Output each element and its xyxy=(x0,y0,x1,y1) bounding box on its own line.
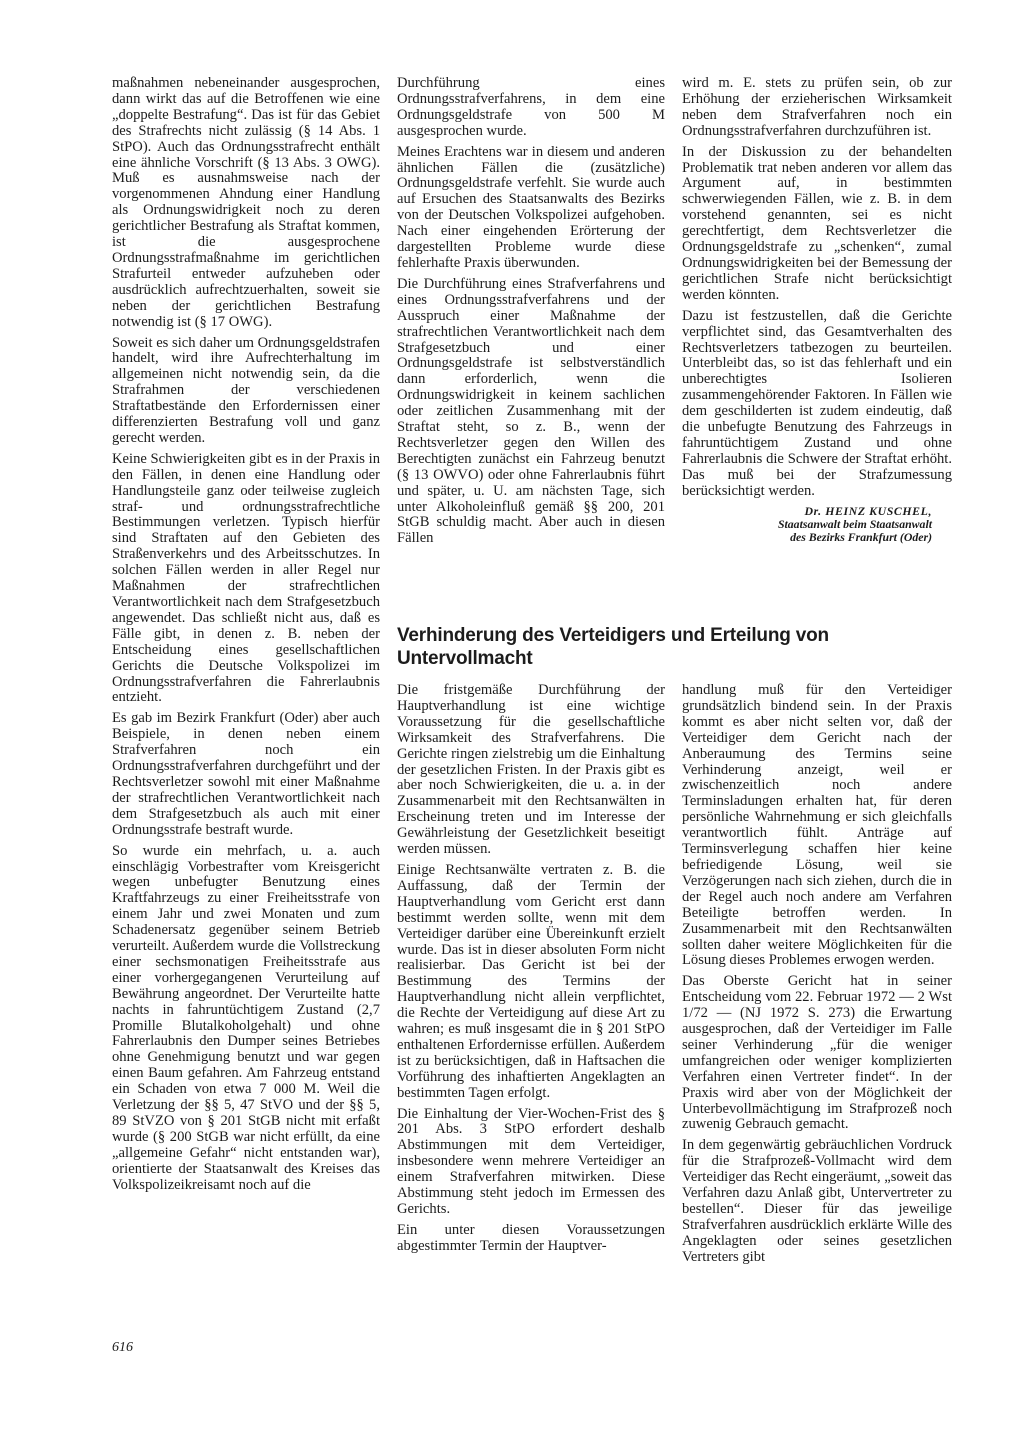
paragraph: maßnahmen nebeneinander ausgesprochen, dann wirkt das auf die Betroffenen wie eine „doppelte Bestrafung“. Das ist für das Gebiet des Strafrechts nicht zulässig (§ 14 Abs. 1 StPO). Auch das Ordnungsstrafrecht enthält eine ähnliche Vorschrift (§ 13 Abs. 3 OWG). Muß es ausnahmsweise nach der vorgenommenen Ahndung einer Handlung als Ordnungswidrigkeit noch zu deren gerichtlicher Bestrafung als Straftat kommen, ist die ausgesprochene Ordnungsstrafmaßnahme im gerichtlichen Strafurteil entweder aufzuheben oder ausdrücklich aufrechtzuerhalten, soweit sie neben der gerichtlichen Bestrafung notwendig ist (§ 17 OWG). xyxy=(112,75,380,330)
author-position: Staatsanwalt beim Staatsanwalt xyxy=(777,516,932,531)
article1-column-left xyxy=(112,76,380,1199)
paragraph: Keine Schwierigkeiten gibt es in der Praxis in den Fällen, in denen eine Handlung oder Handlungsteile ganz oder teilweise zugleich straf- und ordnungsstrafrechtliche Bestimmungen verletzen. Typisch hierfür sind Straftaten auf den Gebieten des Straßenverkehrs und des Arbeitsschutzes. In solchen Fällen werden in aller Regel nur Maßnahmen der strafrechtlichen Verantwortlichkeit nach dem Strafgesetzbuch angewendet. Das schließt nicht aus, daß es Fälle gibt, in denen z. B. neben der Entscheidung eines gesellschaftlichen Gerichts die Deutsche Volkspolizei im Ordnungsstrafverfahren die Fahrerlaubnis entzieht. xyxy=(112,450,380,706)
paragraph: In der Diskussion zu der behandelten Problematik trat neben anderen vor allem das Argument auf, in bestimmten schwerwiegenden Fällen, wie z. B. in dem vorstehend genannten, sei es nicht gerechtfertigt, dem Rechtsverletzer die Ordnungsgeldstrafe zu „schenken“, zumal Ordnungswidrigkeiten bei der Bemessung der gerichtlichen Strafe nicht berücksichtigt werden könnten. xyxy=(682,143,952,303)
paragraph: Durchführung eines Ordnungsstrafverfahrens, in dem eine Ordnungsgeldstrafe von 500 M ausgesprochen wurde. xyxy=(397,75,665,139)
paragraph: Einige Rechtsanwälte vertraten z. B. die Auffassung, daß der Termin der Hauptverhandlung vom Gericht erst dann bestimmt werden sollte, wenn mit dem Verteidiger darüber eine Übereinkunft erzielt wurde. Das ist in dieser absoluten Form nicht realisierbar. Das Gericht ist bei der Bestimmung des Termins der Hauptverhandlung nicht allein verpflichtet, die Rechte der Verteidigung auf diese Art zu wahren; es muß insgesamt die in § 201 StPO enthaltenen Erfordernisse erfüllen. Außerdem ist zu berücksichtigen, daß in Haftsachen die Vorführung des inhaftierten Angeklagten an bestimmten Tagen erfolgt. xyxy=(397,861,665,1101)
paragraph: Die fristgemäße Durchführung der Hauptverhandlung ist eine wichtige Voraussetzung für die gesellschaftliche Wirksamkeit des Strafverfahrens. Die Gerichte ringen zielstrebig um die Einhaltung der gesetzlichen Fristen. In der Praxis gibt es aber noch Schwierigkeiten, die u. a. in der Zusammenarbeit mit den Rechtsanwälten in Erscheinung treten und im Interesse der Gewährleistung der Gesetzlichkeit beseitigt werden müssen. xyxy=(397,682,665,858)
paragraph: In dem gegenwärtig gebräuchlichen Vordruck für die Strafprozeß-Vollmacht wird dem Verteidiger das Recht eingeräumt, „soweit das Verfahren dazu Anlaß gibt, Untervertreter zu bestellen“. Dieser für das jeweilige Strafverfahren ausdrücklich erklärte Wille des Angeklagten oder seines gesetzlichen Vertreters gibt xyxy=(682,1137,952,1265)
page-number: 616 xyxy=(112,1340,133,1355)
paragraph: Die Einhaltung der Vier-Wochen-Frist des § 201 Abs. 3 StPO erfordert deshalb Abstimmungen mit dem Verteidiger, insbesondere wenn mehrere Verteidiger an einem Strafverfahren mitwirken. Diese Abstimmung steht jedoch im Ermessen des Gerichts. xyxy=(397,1105,665,1217)
paragraph: Dazu ist festzustellen, daß die Gerichte verpflichtet sind, das Gesamtverhalten des Rechtsverletzers tatbezogen zu beurteilen. Unterbleibt das, so ist das fehlerhaft und ein unberechtigtes Isolieren zusammengehörender Faktoren. In Fällen wie dem geschilderten ist zudem eindeutig, daß die unbefugte Benutzung des Fahrzeugs in fahruntüchtigem Zustand und ohne Fahrerlaubnis die Schwere der Straftat erhöht. Das muß bei der Strafzumessung berücksichtigt werden. xyxy=(682,307,952,499)
paragraph: Die Durchführung eines Strafverfahrens und eines Ordnungsstrafverfahrens und der Ausspruch einer Maßnahme der strafrechtlichen Verantwortlichkeit nach dem Strafgesetzbuch und einer Ordnungsgeldstrafe ist selbstverständlich dann erforderlich, wenn die Ordnungswidrigkeit in keinem sachlichen oder zeitlichen Zusammenhang mit der Straftat steht, so z. B., wenn der Rechtsverletzer gegen den Willen des Berechtigten zunächst ein Fahrzeug benutzt (§ 13 OWVO) oder ohne Fahrerlaubnis führt und später, u. U. am nächsten Tage, sich unter Alkoholeinfluß gemäß §§ 200, 201 StGB schuldig macht. Aber auch in diesen Fällen xyxy=(397,275,665,547)
paragraph: So wurde ein mehrfach, u. a. auch einschlägig Vorbestrafter vom Kreisgericht wegen unbefugter Benutzung eines Kraftfahrzeugs zu einer Freiheitsstrafe von einem Jahr und zwei Monaten und zum Schadenersatz gegenüber seinem Betrieb verurteilt. Außerdem wurde die Vollstreckung einer sechsmonatigen Freiheitsstrafe aus einer vorhergegangenen Verurteilung auf Bewährung angeordnet. Der Verurteilte hatte nachts in fahruntüchtigem Zustand (2,7 Promille Blutalkoholgehalt) und ohne Fahrerlaubnis den Dumper seines Betriebes ohne Genehmigung benutzt und war gegen einen Baum gefahren. Am Fahrzeug entstand ein Schaden von etwa 7 000 M. Weil die Verletzung der §§ 5, 47 StVO und der §§ 5, 89 StVZO von § 201 StGB nicht mit erfaßt wurde (§ 200 StGB war nicht erfüllt, da eine „allgemeine Gefahr“ nicht entstanden war), orientierte der Staatsanwalt des Kreises das Volkspolizeikreisamt noch auf die xyxy=(112,842,380,1193)
author-org: des Bezirks Frankfurt (Oder) xyxy=(790,529,932,544)
paragraph: Ein unter diesen Voraussetzungen abgestimmter Termin der Hauptver- xyxy=(397,1221,665,1254)
author-signature xyxy=(682,505,952,544)
paragraph: Das Oberste Gericht hat in seiner Entscheidung vom 22. Februar 1972 — 2 Wst 1/72 — (NJ 1972 S. 273) die Erwartung ausgesprochen, daß der Verteidiger im Falle seiner Verhinderung „für die weniger umfangreichen oder weniger komplizierten Verfahren einen Vertreter findet“. In der Praxis wird aber von der Möglichkeit der Unterbevollmächtigung im Strafprozeß noch zuwenig Gebrauch gemacht. xyxy=(682,973,952,1133)
author-name: Dr. HEINZ KUSCHEL, xyxy=(804,503,932,518)
article2-column-right xyxy=(682,683,952,1271)
paragraph: wird m. E. stets zu prüfen sein, ob zur Erhöhung der erzieherischen Wirksamkeit neben dem Strafverfahren noch ein Ordnungsstrafverfahren durchzuführen ist. xyxy=(682,75,952,139)
article2-column-middle xyxy=(397,683,665,1260)
article2-title: Verhinderung des Verteidigers und Erteilung von Untervollmacht xyxy=(397,625,829,669)
article1-column-middle xyxy=(397,76,665,552)
paragraph: Soweit es sich daher um Ordnungsgeldstrafen handelt, wird ihre Aufrechterhaltung im allgemeinen nicht notwendig sein, da die Strafrahmen der verschiedenen Straftatbestände den Erfordernissen einer differenzierten Bestrafung voll und ganz gerecht werden. xyxy=(112,334,380,446)
paragraph: Es gab im Bezirk Frankfurt (Oder) aber auch Beispiele, in denen neben einem Strafverfahren noch ein Ordnungsstrafverfahren durchgeführt und der Rechtsverletzer sowohl mit einer Maßnahme der strafrechtlichen Verantwortlichkeit nach dem Strafgesetzbuch als auch mit einer Ordnungsstrafe bestraft wurde. xyxy=(112,710,380,838)
article1-column-right xyxy=(682,76,952,544)
paragraph: Meines Erachtens war in diesem und anderen ähnlichen Fällen die (zusätzliche) Ordnungsgeldstrafe verfehlt. Sie wurde auch auf Ersuchen des Staatsanwalts des Bezirks von der Deutschen Volkspolizei aufgehoben. Nach einer eingehenden Erörterung der dargestellten Probleme wurde diese fehlerhafte Praxis überwunden. xyxy=(397,143,665,271)
paragraph: handlung muß für den Verteidiger grundsätzlich bindend sein. In der Praxis kommt es aber nicht selten vor, daß der Verteidiger dem Gericht nach der Anberaumung des Termins seine Verhinderung anzeigt, weil er zwischenzeitlich noch andere Terminsladungen erhalten hat, für deren persönliche Wahrnehmung er sich gleichfalls verantwortlich fühlt. Anträge auf Terminsverlegung schaffen hier keine befriedigende Lösung, weil sie Verzögerungen nach sich ziehen, durch die in der Regel auch noch andere am Verfahren Beteiligte betroffen werden. In Zusammenarbeit mit den Rechtsanwälten sollten daher weitere Möglichkeiten für die Lösung dieses Problemes erwogen werden. xyxy=(682,682,952,969)
